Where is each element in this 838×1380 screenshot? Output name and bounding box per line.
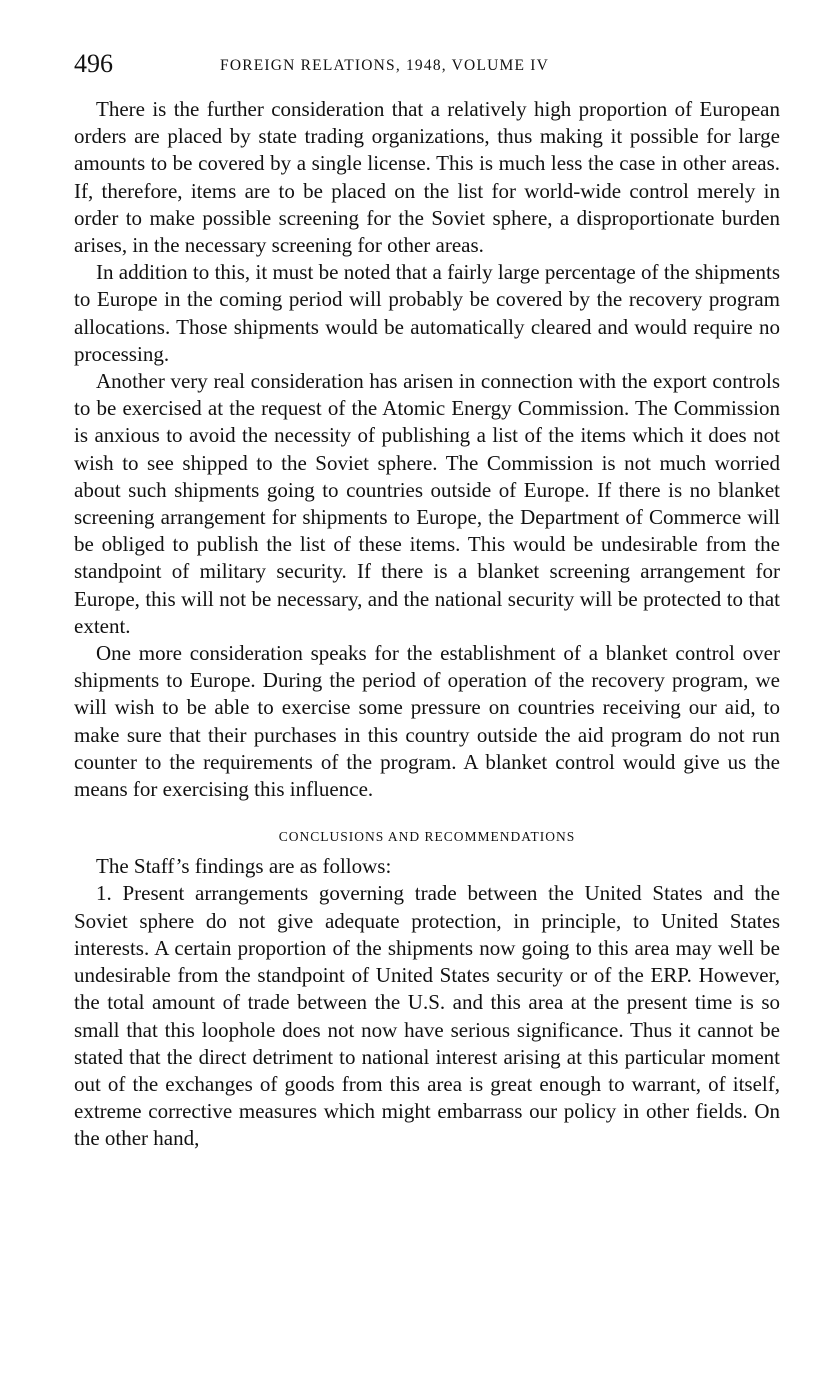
paragraph: Another very real consideration has arisen in connection with the export controls to be exercised at the request of the Atomic Energy Commission. The Commission is anxious to avoid the necessity of publishing a list of the items which it does not wish to see shipped to the Soviet sphere. The Commission is not much worried about such shipments going to countries outside of Europe. If there is no blanket screening arrangement for shipments to Europe, the Department of Commerce will be obliged to publish the list of these items. This would be undesirable from the standpoint of military security. If there is a blanket screening arrangement for Europe, this will not be necessary, and the national security will be protected to that extent. — [74, 369, 780, 638]
finding-item-1: 1. Present arrangements governing trade between the United States and the Soviet sphere do not give adequate protection, in principle, to United States interests. A certain proportion of the shipments now going to this area may well be undesirable from the standpoint of United States security or of the ERP. However, the total amount of trade between the U.S. and this area at the present time is so small that this loophole does not now have serious significance. Thus it cannot be stated that the direct detriment to national interest arising at this particular moment out of the exchanges of goods from this area is great enough to warrant, of itself, extreme corrective measures which might embarrass our policy in other fields. On the other hand, — [74, 881, 780, 1151]
paragraph: In addition to this, it must be noted that a fairly large percentage of the shipments to Europe in the coming period will probably be covered by the recovery program allocations. Those shipments would be automatically cleared and would require no processing. — [74, 260, 780, 366]
section-heading: CONCLUSIONS AND RECOMMENDATIONS — [278, 829, 576, 845]
page-number: 496 — [74, 49, 113, 78]
paragraph: There is the further consideration that a relatively high proportion of European orders are placed by state trading organizations, thus making it possible for large amounts to be covered by a single license. This is much less the case in other areas. If, therefore, items are to be placed on the list for world-wide control merely in order to make possible screening for the Soviet sphere, a disproportionate burden arises, in the necessary screening for other areas. — [74, 97, 780, 258]
running-head: FOREIGN RELATIONS, 1948, VOLUME IV — [220, 57, 549, 74]
document-page — [74, 48, 780, 1153]
findings-lead: The Staff’s findings are as follows: — [96, 854, 392, 879]
body-text — [74, 96, 780, 1153]
page-header — [74, 48, 780, 84]
paragraph: One more consideration speaks for the establishment of a blanket control over shipments to Europe. During the period of operation of the recovery program, we will wish to be able to exercise some pressure on countries receiving our aid, to make sure that their purchases in this country outside the aid program do not run counter to the requirements of the program. A blanket control would give us the means for exercising this influence. — [74, 641, 780, 802]
